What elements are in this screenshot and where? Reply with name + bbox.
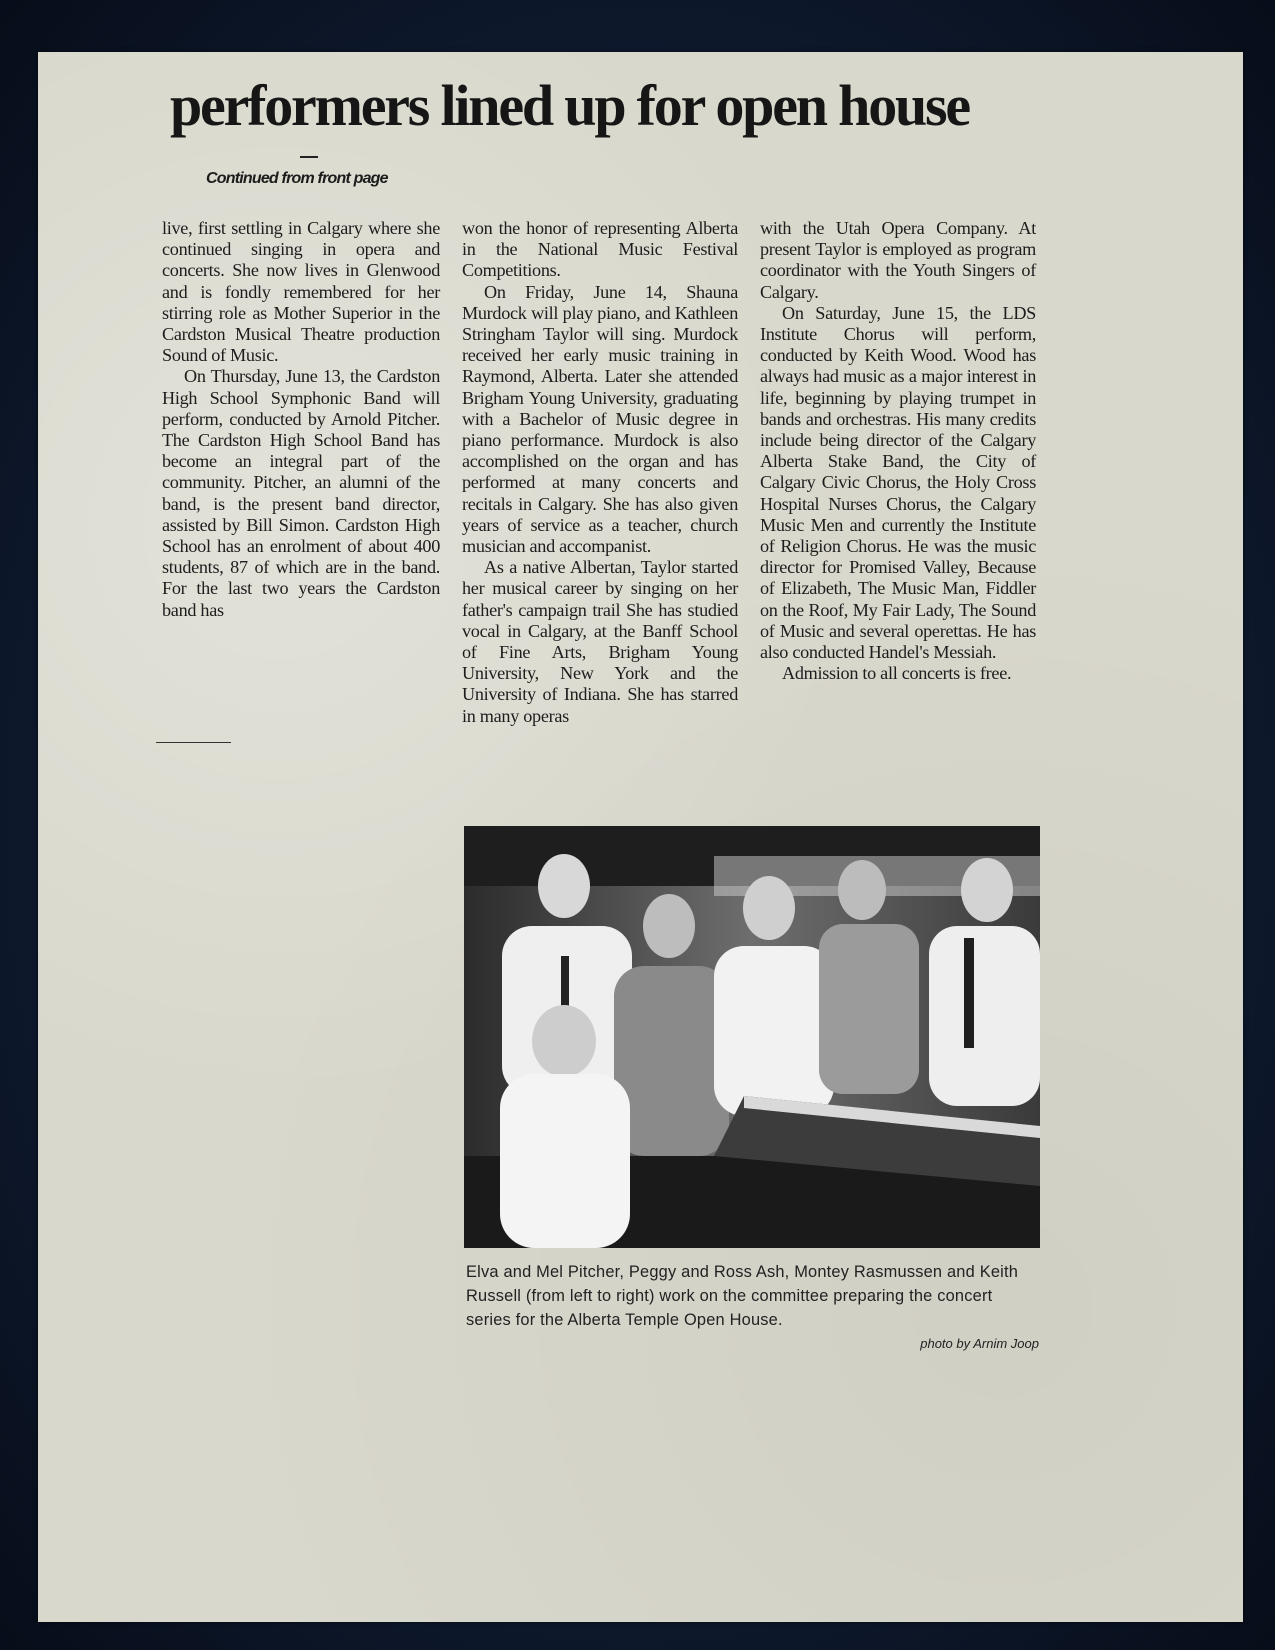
continued-note: Continued from front page xyxy=(206,170,388,187)
paragraph: On Saturday, June 15, the LDS Institute Chorus will perform, conducted by Keith Wood. Wood has always had music as a major interest in life, beginning by playing trumpet in bands and orchestras. His many credits include being director of the Calgary Alberta Stake Band, the City of Calgary Civic Chorus, the Holy Cross Hospital Nurses Chorus, the Calgary Music Men and currently the Institute of Religion Chorus. He was the music director for Promised Valley, Because of Elizabeth, The Music Man, Fiddler on the Roof, My Fair Lady, The Sound of Music and several operettas. He has also conducted Handel's Messiah. xyxy=(760,302,1036,663)
paragraph: with the Utah Opera Company. At present Taylor is employed as program coordinator with the Youth Singers of Calgary. xyxy=(760,218,1036,302)
paragraph: won the honor of representing Alberta in the National Music Festival Competitions. xyxy=(462,218,738,281)
article-column-3 xyxy=(760,218,1036,684)
article-column-2 xyxy=(462,218,738,727)
column-end-rule xyxy=(156,742,231,743)
paragraph: Admission to all concerts is free. xyxy=(782,663,1012,684)
paragraph: On Thursday, June 13, the Cardston High School Symphonic Band will perform, conducted by Arnold Pitcher. The Cardston High School Band has become an integral part of the community. Pitcher, an alumni of the band, is the present band director, assisted by Bill Simon. Cardston High School has an enrolment of about 400 students, 87 of which are in the band. For the last two years the Cardston band has xyxy=(162,366,440,620)
article-column-1 xyxy=(162,218,440,621)
paragraph: As a native Albertan, Taylor started her musical career by singing on her father's campaign trail She has studied vocal in Calgary, at the Banff School of Fine Arts, Brigham Young University, New York and the University of Indiana. She has starred in many operas xyxy=(462,557,738,726)
headline: performers lined up for open house xyxy=(170,73,969,138)
paragraph: live, first settling in Calgary where she continued singing in opera and concerts. She now lives in Glenwood and is fondly remembered for her stirring role as Mother Superior in the Cardston Musical Theatre production Sound of Music. xyxy=(162,218,440,366)
headline-divider xyxy=(300,156,318,158)
paragraph: On Friday, June 14, Shauna Murdock will play piano, and Kathleen Stringham Taylor will sing. Murdock received her early music training in Raymond, Alberta. Later she attended Brigham Young University, graduating with a Bachelor of Music degree in piano performance. Murdock is also accomplished on the organ and has performed at many concerts and recitals in Calgary. She has also given years of service as a teacher, church musician and accompanist. xyxy=(462,281,738,557)
photo-caption: Elva and Mel Pitcher, Peggy and Ross Ash, Montey Rasmussen and Keith Russell (from left to right) work on the committee preparing the concert series for the Alberta Temple Open House. xyxy=(466,1263,1019,1329)
photo-credit: photo by Arnim Joop xyxy=(920,1336,1039,1351)
group-photo xyxy=(464,826,1040,1248)
newspaper-clipping xyxy=(38,52,1243,1622)
